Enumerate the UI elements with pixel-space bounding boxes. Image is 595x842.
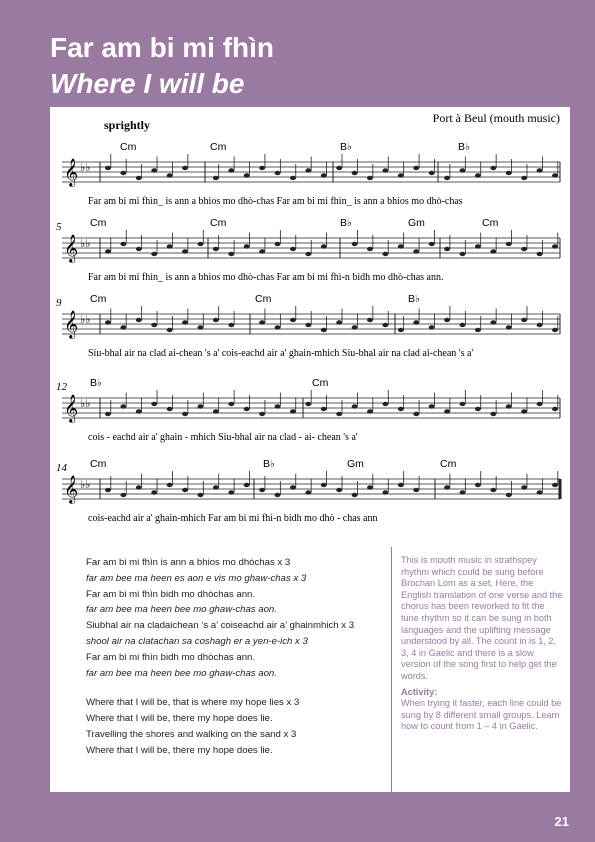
- note-head: [398, 244, 404, 248]
- activity-body: When trying it faster, each line could be sung by 8 different small groups. Learn how to count from 1 – 4 in Gaelic.: [401, 698, 562, 732]
- note-head: [352, 404, 358, 408]
- english-lyric-line: Travelling the shores and walking on the sand x 3: [86, 728, 297, 740]
- treble-clef: 𝄞: [64, 236, 79, 262]
- note-head: [367, 176, 373, 180]
- note-head: [167, 328, 173, 332]
- note-head: [552, 328, 558, 332]
- chord-symbol: Cm: [210, 141, 227, 153]
- note-head: [136, 318, 142, 322]
- note-head: [382, 402, 388, 406]
- english-lyric-line: Where that I will be, that is where my hope lies x 3: [86, 697, 300, 709]
- note-head: [244, 173, 250, 177]
- gaelic-lyric-line: shool air na clatachan sa coshagh er a yen-e-ich x 3: [86, 635, 308, 647]
- note-head: [151, 323, 157, 327]
- measure-number: 5: [56, 221, 62, 233]
- note-head: [321, 483, 327, 487]
- note-head: [259, 249, 265, 253]
- score-system: [62, 141, 560, 207]
- note-head: [444, 485, 450, 489]
- gaelic-lyric-line: Siubhal air na cladaichean ‘s a’ coiseachd air a’ ghainmhich x 3: [86, 620, 355, 632]
- chord-symbol: Gm: [347, 458, 364, 470]
- note-head: [475, 483, 481, 487]
- note-head: [228, 402, 234, 406]
- note-head: [259, 488, 265, 492]
- note-head: [290, 485, 296, 489]
- note-head: [182, 488, 188, 492]
- note-head: [429, 325, 435, 329]
- key-signature: ♭♭: [80, 162, 91, 174]
- note-head: [413, 249, 419, 253]
- note-head: [167, 244, 173, 248]
- note-head: [275, 171, 281, 175]
- score-system: [56, 458, 560, 524]
- english-lyric-line: Where that I will be, there my hope does lie.: [86, 713, 273, 725]
- gaelic-lyric-line: far am bee ma heen bee mo ghaw-chas aon.: [86, 667, 277, 679]
- note-head: [352, 242, 358, 246]
- note-head: [537, 168, 543, 172]
- note-head: [382, 252, 388, 256]
- title-english: Where I will be: [50, 68, 245, 99]
- note-head: [490, 249, 496, 253]
- note-head: [521, 247, 527, 251]
- note-head: [537, 490, 543, 494]
- note-head: [305, 323, 311, 327]
- score-lyrics: cois - eachd air a' ghain - mhich Siu-bhal air na clad - ai- chean 's a': [88, 432, 358, 443]
- score-lyrics: Far am bi mi fhìn_ is ann a bhios mo dhò-chas Far am bi mi fhìn_ is ann a bhios mo dhò-chas: [88, 196, 463, 207]
- chord-symbol: B♭: [340, 141, 352, 153]
- note-head: [290, 176, 296, 180]
- note-head: [244, 407, 250, 411]
- note-head: [506, 493, 512, 497]
- gaelic-lyric-line: Far am bi mi fhìn bidh mo dhòchas ann.: [86, 651, 256, 663]
- note-head: [460, 402, 466, 406]
- note-head: [290, 318, 296, 322]
- note-head: [213, 176, 219, 180]
- note-head: [490, 412, 496, 416]
- note-head: [552, 483, 558, 487]
- note-head: [136, 176, 142, 180]
- note-head: [228, 323, 234, 327]
- note-head: [136, 247, 142, 251]
- note-head: [321, 173, 327, 177]
- note-head: [305, 490, 311, 494]
- note-head: [228, 168, 234, 172]
- note-head: [413, 488, 419, 492]
- note-head: [506, 171, 512, 175]
- note-head: [490, 166, 496, 170]
- gaelic-lyrics: [86, 555, 396, 681]
- note-head: [490, 320, 496, 324]
- note-head: [352, 171, 358, 175]
- note-head: [460, 252, 466, 256]
- chord-symbol: Cm: [90, 217, 107, 229]
- note-head: [197, 404, 203, 408]
- note-head: [321, 407, 327, 411]
- note-head: [398, 483, 404, 487]
- note-head: [444, 247, 450, 251]
- key-signature: ♭♭: [80, 479, 91, 491]
- note-head: [151, 490, 157, 494]
- score-lyrics: Far am bi mi fhìn_ is ann a bhios mo dhò-chas Far am bi mi fhì-n bidh mo dhò-chas ann.: [88, 272, 444, 283]
- chord-symbol: Cm: [482, 217, 499, 229]
- note-head: [444, 176, 450, 180]
- english-lyrics: [86, 695, 396, 758]
- note-head: [382, 323, 388, 327]
- note-head: [336, 488, 342, 492]
- note-head: [429, 171, 435, 175]
- measure-number: 9: [56, 297, 62, 309]
- note-head: [305, 252, 311, 256]
- note-head: [336, 320, 342, 324]
- note-head: [444, 409, 450, 413]
- note-head: [105, 320, 111, 324]
- chord-symbol: Cm: [255, 293, 272, 305]
- note-head: [182, 166, 188, 170]
- note-head: [367, 485, 373, 489]
- note-head: [197, 325, 203, 329]
- note-head: [537, 402, 543, 406]
- note-head: [305, 402, 311, 406]
- note-head: [197, 242, 203, 246]
- note-head: [460, 490, 466, 494]
- note-head: [275, 325, 281, 329]
- note-head: [228, 490, 234, 494]
- chord-symbol: Cm: [90, 293, 107, 305]
- note-head: [367, 409, 373, 413]
- note-head: [105, 412, 111, 416]
- note-head: [382, 490, 388, 494]
- score-system: [56, 293, 560, 359]
- gaelic-lyric-line: Far am bi mi fhìn bidh mo dhòchas ann.: [86, 588, 256, 600]
- note-head: [182, 412, 188, 416]
- note-head: [336, 412, 342, 416]
- note-head: [197, 493, 203, 497]
- note-head: [475, 328, 481, 332]
- note-head: [120, 242, 126, 246]
- content-panel: [50, 107, 570, 792]
- english-lyric-line: Where that I will be, there my hope does lie.: [86, 744, 273, 756]
- note-head: [136, 409, 142, 413]
- treble-clef: 𝄞: [64, 396, 79, 422]
- treble-clef: 𝄞: [64, 312, 79, 338]
- note-head: [259, 166, 265, 170]
- note-head: [182, 249, 188, 253]
- note-head: [244, 483, 250, 487]
- note-head: [475, 173, 481, 177]
- note-head: [506, 404, 512, 408]
- note-head: [105, 249, 111, 253]
- note-head: [105, 166, 111, 170]
- measure-number: 12: [56, 381, 67, 393]
- note-head: [244, 244, 250, 248]
- note-head: [537, 252, 543, 256]
- note-head: [228, 252, 234, 256]
- note-head: [506, 242, 512, 246]
- note-head: [506, 325, 512, 329]
- note-head: [552, 173, 558, 177]
- activity-heading: Activity:: [401, 686, 438, 697]
- note-head: [475, 407, 481, 411]
- note-head: [290, 247, 296, 251]
- note-head: [537, 323, 543, 327]
- note-head: [367, 318, 373, 322]
- note-head: [182, 320, 188, 324]
- note-head: [305, 168, 311, 172]
- score-lyrics: Siu-bhal air na clad ai-chean 's a' cois-eachd air a' ghain-mhich Siu-bhal air na clad ai-chean 's a': [88, 348, 474, 359]
- note-head: [429, 404, 435, 408]
- note-head: [367, 247, 373, 251]
- measure-number: 14: [56, 462, 67, 474]
- note-head: [521, 485, 527, 489]
- chord-symbol: Cm: [120, 141, 137, 153]
- note-head: [120, 404, 126, 408]
- note-head: [213, 485, 219, 489]
- note-head: [120, 171, 126, 175]
- note-head: [552, 244, 558, 248]
- key-signature: ♭♭: [80, 238, 91, 250]
- treble-clef: 𝄞: [64, 160, 79, 186]
- note-head: [151, 252, 157, 256]
- music-score: [50, 107, 570, 547]
- note-head: [275, 493, 281, 497]
- note-head: [151, 168, 157, 172]
- lyrics-block: [86, 555, 396, 759]
- note-head: [398, 407, 404, 411]
- note-head: [136, 485, 142, 489]
- note-head: [259, 412, 265, 416]
- note-head: [429, 242, 435, 246]
- note-head: [552, 407, 558, 411]
- note-head: [213, 318, 219, 322]
- gaelic-lyric-line: far am bee ma heen bee mo ghaw-chas aon.: [86, 604, 277, 616]
- note-head: [460, 323, 466, 327]
- note-head: [490, 488, 496, 492]
- score-lyrics: cois-eachd air a' ghain-mhich Far am bi mi fhì-n bidh mo dhò - chas ann: [88, 513, 378, 524]
- note-head: [120, 493, 126, 497]
- chord-symbol: B♭: [90, 377, 102, 389]
- note-head: [151, 402, 157, 406]
- note-head: [167, 483, 173, 487]
- note-head: [521, 318, 527, 322]
- note-head: [336, 166, 342, 170]
- key-signature: ♭♭: [80, 314, 91, 326]
- note-head: [105, 488, 111, 492]
- note-head: [444, 318, 450, 322]
- score-system: [56, 217, 560, 283]
- note-head: [521, 176, 527, 180]
- note-head: [290, 409, 296, 413]
- chord-symbol: Cm: [312, 377, 329, 389]
- note-head: [321, 328, 327, 332]
- note-head: [352, 493, 358, 497]
- note-head: [275, 242, 281, 246]
- treble-clef: 𝄞: [64, 477, 79, 503]
- note-head: [275, 404, 281, 408]
- note-head: [521, 409, 527, 413]
- chord-symbol: Cm: [210, 217, 227, 229]
- gaelic-lyric-line: Far am bi mi fhìn is ann a bhios mo dhòchas x 3: [86, 557, 291, 568]
- note-head: [413, 412, 419, 416]
- note-head: [413, 166, 419, 170]
- chord-symbol: Gm: [408, 217, 425, 229]
- note-head: [352, 325, 358, 329]
- notes-column: [401, 555, 563, 733]
- note-head: [398, 328, 404, 332]
- chord-symbol: B♭: [408, 293, 420, 305]
- note-head: [398, 173, 404, 177]
- chord-symbol: Cm: [90, 458, 107, 470]
- score-system: [56, 377, 560, 443]
- chord-symbol: B♭: [340, 217, 352, 229]
- note-head: [321, 244, 327, 248]
- note-head: [213, 409, 219, 413]
- score-systems: [56, 141, 560, 524]
- note-head: [475, 244, 481, 248]
- note-head: [382, 168, 388, 172]
- note-head: [120, 325, 126, 329]
- note-head: [460, 168, 466, 172]
- note-head: [259, 320, 265, 324]
- key-signature: ♭♭: [80, 398, 91, 410]
- tempo-marking: sprightly: [104, 118, 151, 132]
- chord-symbol: B♭: [263, 458, 275, 470]
- chord-symbol: Cm: [440, 458, 457, 470]
- note-head: [413, 320, 419, 324]
- page-number: 21: [554, 814, 569, 829]
- column-divider: [391, 547, 392, 792]
- song-credit: Port à Beul (mouth music): [432, 111, 560, 125]
- chord-symbol: B♭: [458, 141, 470, 153]
- note-head: [167, 407, 173, 411]
- notes-body: This is mouth music in strathspey rhythm which could be sung before Brochan Lom as a set. Here, the English translation of one verse and the chorus has been reworked to fit the tune rhythm so it can be sung in both languages and the uplifting message understood by all. The count in is 1, 2, 3, 4 in Gaelic and there is a slow version of the song first to help get the words.: [401, 555, 563, 681]
- note-head: [167, 173, 173, 177]
- title-gaelic: Far am bi mi fhìn: [50, 32, 275, 63]
- gaelic-lyric-line: far am bee ma heen es aon e vis mo ghaw-chas x 3: [86, 572, 307, 584]
- note-head: [213, 247, 219, 251]
